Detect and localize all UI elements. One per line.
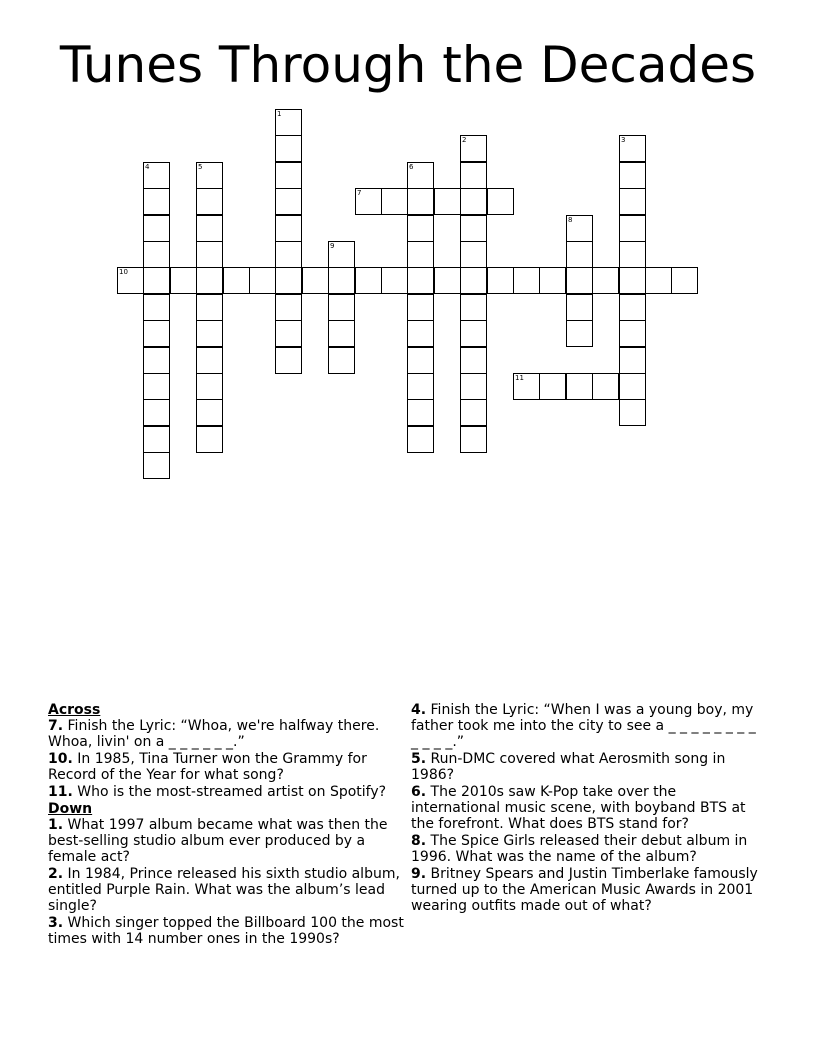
grid-cell[interactable]: [196, 215, 223, 242]
grid-cell[interactable]: [539, 267, 566, 294]
grid-cell[interactable]: [460, 241, 487, 268]
grid-cell[interactable]: [407, 347, 434, 374]
grid-cell[interactable]: [143, 320, 170, 347]
grid-cell[interactable]: [407, 215, 434, 242]
clue-number: 3.: [48, 915, 64, 931]
clue-text: Britney Spears and Justin Timberlake famously turned up to the American Music Awards in 2001 wearing outfits made out of what?: [411, 866, 758, 914]
grid-cell[interactable]: [619, 347, 646, 374]
grid-cell[interactable]: [196, 320, 223, 347]
grid-cell[interactable]: [566, 373, 593, 400]
clue-text: What 1997 album became what was then the best-selling studio album ever produced by a female act?: [48, 817, 388, 865]
clue-number: 7.: [48, 718, 64, 734]
grid-cell[interactable]: [143, 347, 170, 374]
grid-cell[interactable]: [407, 399, 434, 426]
grid-cell[interactable]: [407, 426, 434, 453]
clue-number: 2.: [48, 866, 64, 882]
grid-cell[interactable]: [619, 373, 646, 400]
clue-number: 11.: [48, 784, 73, 800]
clue-number: 10.: [48, 751, 73, 767]
grid-cell[interactable]: [460, 135, 487, 162]
clue-number: 9.: [411, 866, 427, 882]
grid-cell[interactable]: [460, 188, 487, 215]
grid-cell[interactable]: [196, 347, 223, 374]
grid-cell[interactable]: [381, 267, 408, 294]
grid-cell[interactable]: [460, 426, 487, 453]
clue: [48, 915, 408, 947]
clue-text: In 1984, Prince released his sixth studio album, entitled Purple Rain. What was the album’s lead single?: [48, 866, 400, 914]
grid-cell[interactable]: [487, 188, 514, 215]
down-heading: Down: [48, 801, 93, 817]
clue-text: Which singer topped the Billboard 100 the most times with 14 number ones in the 1990s?: [48, 915, 404, 947]
grid-cell[interactable]: [143, 188, 170, 215]
clue-text: Run-DMC covered what Aerosmith song in 1986?: [411, 751, 726, 783]
clue: [48, 751, 408, 783]
grid-cell[interactable]: [275, 188, 302, 215]
grid-cell[interactable]: [196, 188, 223, 215]
cell-number: 2: [462, 136, 467, 144]
grid-cell[interactable]: [619, 294, 646, 321]
clue: [411, 784, 763, 832]
clue-text: Finish the Lyric: “When I was a young boy, my father took me into the city to see a _ _ _ _ _ _ _ _ _ _ _ _.”: [411, 702, 756, 750]
clue-number: 1.: [48, 817, 64, 833]
grid-cell[interactable]: [487, 267, 514, 294]
clue: [48, 718, 408, 750]
grid-cell[interactable]: [460, 215, 487, 242]
clue: [411, 866, 763, 914]
cell-number: 9: [330, 242, 335, 250]
grid-cell[interactable]: [328, 347, 355, 374]
grid-cell[interactable]: [566, 215, 593, 242]
grid-cell[interactable]: [117, 267, 144, 294]
grid-cell[interactable]: [275, 294, 302, 321]
grid-cell[interactable]: [143, 267, 170, 294]
grid-cell[interactable]: [539, 373, 566, 400]
grid-cell[interactable]: [143, 373, 170, 400]
grid-cell[interactable]: [407, 188, 434, 215]
grid-cell[interactable]: [328, 267, 355, 294]
grid-cell[interactable]: [143, 294, 170, 321]
cell-number: 7: [357, 189, 362, 197]
grid-cell[interactable]: [407, 267, 434, 294]
page-title: Tunes Through the Decades: [59, 36, 757, 94]
grid-cell[interactable]: [619, 399, 646, 426]
grid-cell[interactable]: [460, 267, 487, 294]
grid-cell[interactable]: [275, 267, 302, 294]
grid-cell[interactable]: [196, 373, 223, 400]
clue: [48, 866, 408, 914]
grid-cell[interactable]: [434, 188, 461, 215]
clue-text: The Spice Girls released their debut album in 1996. What was the name of the album?: [411, 833, 748, 865]
grid-cell[interactable]: [143, 162, 170, 189]
cell-number: 4: [145, 163, 150, 171]
grid-cell[interactable]: [196, 399, 223, 426]
clues-right-column: [411, 702, 763, 915]
clue-text: Finish the Lyric: “Whoa, we're halfway there. Whoa, livin' on a _ _ _ _ _ _.”: [48, 718, 380, 750]
cell-number: 10: [119, 268, 128, 276]
grid-cell[interactable]: [143, 215, 170, 242]
grid-cell[interactable]: [513, 373, 540, 400]
grid-cell[interactable]: [619, 215, 646, 242]
grid-cell[interactable]: [619, 162, 646, 189]
grid-cell[interactable]: [143, 399, 170, 426]
grid-cell[interactable]: [223, 267, 250, 294]
grid-cell[interactable]: [275, 320, 302, 347]
grid-cell[interactable]: [143, 241, 170, 268]
clue-number: 8.: [411, 833, 427, 849]
grid-cell[interactable]: [460, 373, 487, 400]
clues-left-column: [48, 702, 408, 948]
down-clue-list: [48, 817, 408, 947]
grid-cell[interactable]: [619, 188, 646, 215]
clue: [411, 833, 763, 865]
clue-number: 4.: [411, 702, 427, 718]
grid-cell[interactable]: [592, 267, 619, 294]
grid-cell[interactable]: [460, 320, 487, 347]
cell-number: 3: [621, 136, 626, 144]
grid-cell[interactable]: [460, 347, 487, 374]
grid-cell[interactable]: [407, 241, 434, 268]
grid-cell[interactable]: [407, 373, 434, 400]
grid-cell[interactable]: [275, 135, 302, 162]
cell-number: 11: [515, 374, 524, 382]
cell-number: 6: [409, 163, 414, 171]
across-clue-list: [48, 718, 408, 800]
grid-cell[interactable]: [275, 162, 302, 189]
grid-cell[interactable]: [196, 162, 223, 189]
grid-cell[interactable]: [460, 162, 487, 189]
grid-cell[interactable]: [170, 267, 197, 294]
clue-number: 5.: [411, 751, 427, 767]
grid-cell[interactable]: [407, 162, 434, 189]
grid-cell[interactable]: [196, 241, 223, 268]
grid-cell[interactable]: [196, 426, 223, 453]
grid-cell[interactable]: [407, 294, 434, 321]
grid-cell[interactable]: [249, 267, 276, 294]
grid-cell[interactable]: [566, 267, 593, 294]
grid-cell[interactable]: [566, 241, 593, 268]
grid-cell[interactable]: [566, 294, 593, 321]
clue-text: The 2010s saw K-Pop take over the international music scene, with boyband BTS at the forefront. What does BTS stand for?: [411, 784, 746, 832]
grid-cell[interactable]: [619, 267, 646, 294]
grid-cell[interactable]: [196, 294, 223, 321]
grid-cell[interactable]: [143, 452, 170, 479]
grid-cell[interactable]: [592, 373, 619, 400]
grid-cell[interactable]: [460, 399, 487, 426]
grid-cell[interactable]: [619, 135, 646, 162]
grid-cell[interactable]: [434, 267, 461, 294]
grid-cell[interactable]: [275, 347, 302, 374]
cell-number: 1: [277, 110, 282, 118]
clue: [48, 817, 408, 865]
grid-cell[interactable]: [302, 267, 329, 294]
grid-cell[interactable]: [355, 267, 382, 294]
grid-cell[interactable]: [143, 426, 170, 453]
cell-number: 8: [568, 216, 573, 224]
across-heading: Across: [48, 702, 101, 718]
grid-cell[interactable]: [513, 267, 540, 294]
cell-number: 5: [198, 163, 203, 171]
grid-cell[interactable]: [275, 215, 302, 242]
down-clue-list-continued: [411, 702, 763, 914]
grid-cell[interactable]: [566, 320, 593, 347]
grid-cell[interactable]: [671, 267, 698, 294]
grid-cell[interactable]: [275, 109, 302, 136]
grid-cell[interactable]: [381, 188, 408, 215]
grid-cell[interactable]: [645, 267, 672, 294]
clue-number: 6.: [411, 784, 427, 800]
clue: [411, 751, 763, 783]
clue: [48, 784, 408, 800]
grid-cell[interactable]: [275, 241, 302, 268]
crossword-grid: [0, 0, 816, 500]
grid-cell[interactable]: [328, 241, 355, 268]
clue: [411, 702, 763, 750]
grid-cell[interactable]: [619, 241, 646, 268]
clue-text: In 1985, Tina Turner won the Grammy for Record of the Year for what song?: [48, 751, 367, 783]
grid-cell[interactable]: [355, 188, 382, 215]
grid-cell[interactable]: [196, 267, 223, 294]
grid-cell[interactable]: [619, 320, 646, 347]
grid-cell[interactable]: [460, 294, 487, 321]
grid-cell[interactable]: [407, 320, 434, 347]
grid-cell[interactable]: [328, 294, 355, 321]
clue-text: Who is the most-streamed artist on Spotify?: [77, 784, 387, 800]
grid-cell[interactable]: [328, 320, 355, 347]
